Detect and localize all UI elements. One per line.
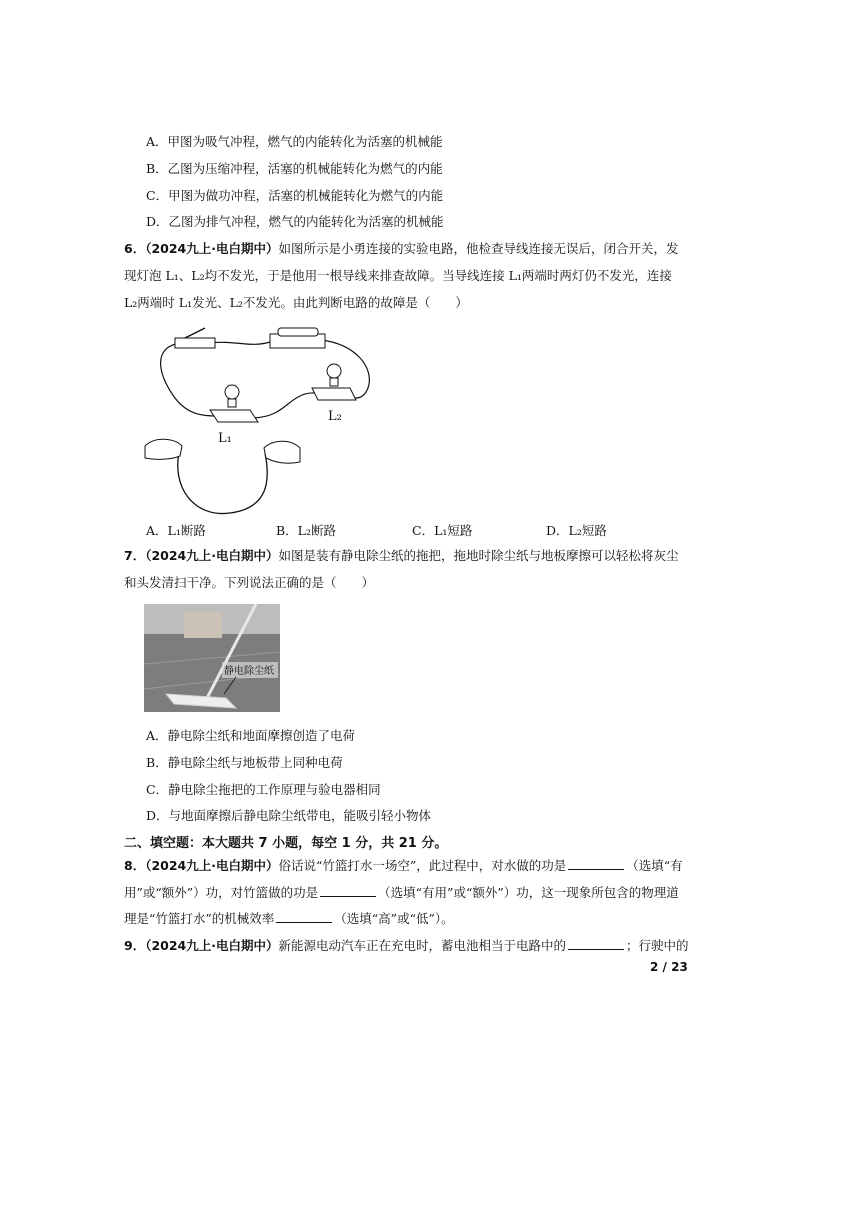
q6-option-c: C．L₁短路 [412, 523, 473, 538]
switch-base [175, 338, 215, 348]
question-source: （2024九上·电白期中） [145, 938, 279, 953]
q6-option-a: A．L₁断路 [146, 523, 206, 538]
question-source: （2024九上·电白期中） [145, 241, 279, 256]
mop-photo [144, 604, 280, 712]
q6-line-1 [124, 241, 679, 257]
question-text: 如图所示是小勇连接的实验电路，他检查导线连接无误后，闭合开关，发 [278, 241, 679, 256]
question-text: 如图是装有静电除尘纸的拖把，拖地时除尘纸与地板摩擦可以轻松将灰尘 [278, 548, 679, 563]
left-hand [145, 439, 182, 459]
section-title: 二、填空题：本大题共 7 小题，每空 1 分，共 21 分。 [124, 836, 448, 851]
answer-blank[interactable] [276, 910, 332, 923]
q7-option-a: A．静电除尘纸和地面摩擦创造了电荷 [146, 728, 356, 743]
lamp-l1-bulb [225, 385, 239, 399]
q7-line-2: 和头发清扫干净。下列说法正确的是（ ） [124, 575, 375, 590]
question-text: （选填“高”或“低”）。 [334, 911, 454, 926]
question-source: （2024九上·电白期中） [145, 858, 279, 873]
question-text: 俗话说“竹篮打水一场空”，此过程中，对水做的功是 [278, 858, 567, 873]
q6-option-b: B．L₂断路 [276, 523, 336, 538]
furniture [184, 612, 222, 638]
question-text: （选填“有 [626, 858, 683, 873]
question-number: 7． [124, 548, 146, 563]
q8-line-3 [124, 910, 454, 927]
q6-line-2: 现灯泡 L₁、L₂均不发光，于是他用一根导线来排查故障。当导线连接 L₁两端时两灯仍不发光，连接 [124, 268, 672, 283]
lamp-l2-base [312, 388, 356, 400]
question-text: 理是“竹篮打水”的机械效率 [124, 911, 275, 926]
q5-option-b: B．乙图为压缩冲程，活塞的机械能转化为燃气的内能 [146, 161, 443, 176]
question-source: （2024九上·电白期中） [145, 548, 279, 563]
battery-cells [278, 328, 318, 336]
question-text: ；行驶中的 [626, 938, 689, 953]
q8-line-1 [124, 857, 683, 874]
lamp-l2-bulb [327, 364, 341, 378]
question-number: 6． [124, 241, 146, 256]
question-number: 8． [124, 858, 146, 873]
question-text: 用”或“额外”）功，对竹篮做的功是 [124, 885, 319, 900]
right-hand [264, 441, 300, 463]
q6-option-d: D．L₂短路 [546, 523, 607, 538]
label-l2: L₂ [328, 409, 342, 424]
photo-label: 静电除尘纸 [224, 666, 274, 677]
q7-option-d: D．与地面摩擦后静电除尘纸带电，能吸引轻小物体 [146, 808, 432, 823]
circuit-figure [140, 318, 380, 516]
label-l1: L₁ [218, 431, 232, 446]
q7-line-1 [124, 548, 679, 564]
q6-line-3: L₂两端时 L₁发光、L₂不发光。由此判断电路的故障是（ ） [124, 295, 468, 310]
question-text: 新能源电动汽车正在充电时，蓄电池相当于电路中的 [278, 938, 567, 953]
q5-option-a: A．甲图为吸气冲程，燃气的内能转化为活塞的机械能 [146, 134, 443, 149]
q5-option-d: D．乙图为排气冲程，燃气的内能转化为活塞的机械能 [146, 214, 444, 229]
q7-option-b: B．静电除尘纸与地板带上同种电荷 [146, 755, 343, 770]
answer-blank[interactable] [320, 884, 376, 897]
switch-lever [185, 328, 205, 338]
lamp-l1-base [210, 410, 258, 422]
question-text: （选填“有用”或“额外”）功，这一现象所包含的物理道 [378, 885, 679, 900]
q8-line-2 [124, 884, 679, 901]
question-number: 9． [124, 938, 146, 953]
q7-option-c: C．静电除尘拖把的工作原理与验电器相同 [146, 782, 381, 797]
answer-blank[interactable] [568, 937, 624, 950]
page-number: 2 / 23 [650, 960, 688, 974]
answer-blank[interactable] [568, 857, 624, 870]
q5-option-c: C．甲图为做功冲程，活塞的机械能转化为燃气的内能 [146, 188, 444, 203]
q9-line-1 [124, 937, 689, 954]
